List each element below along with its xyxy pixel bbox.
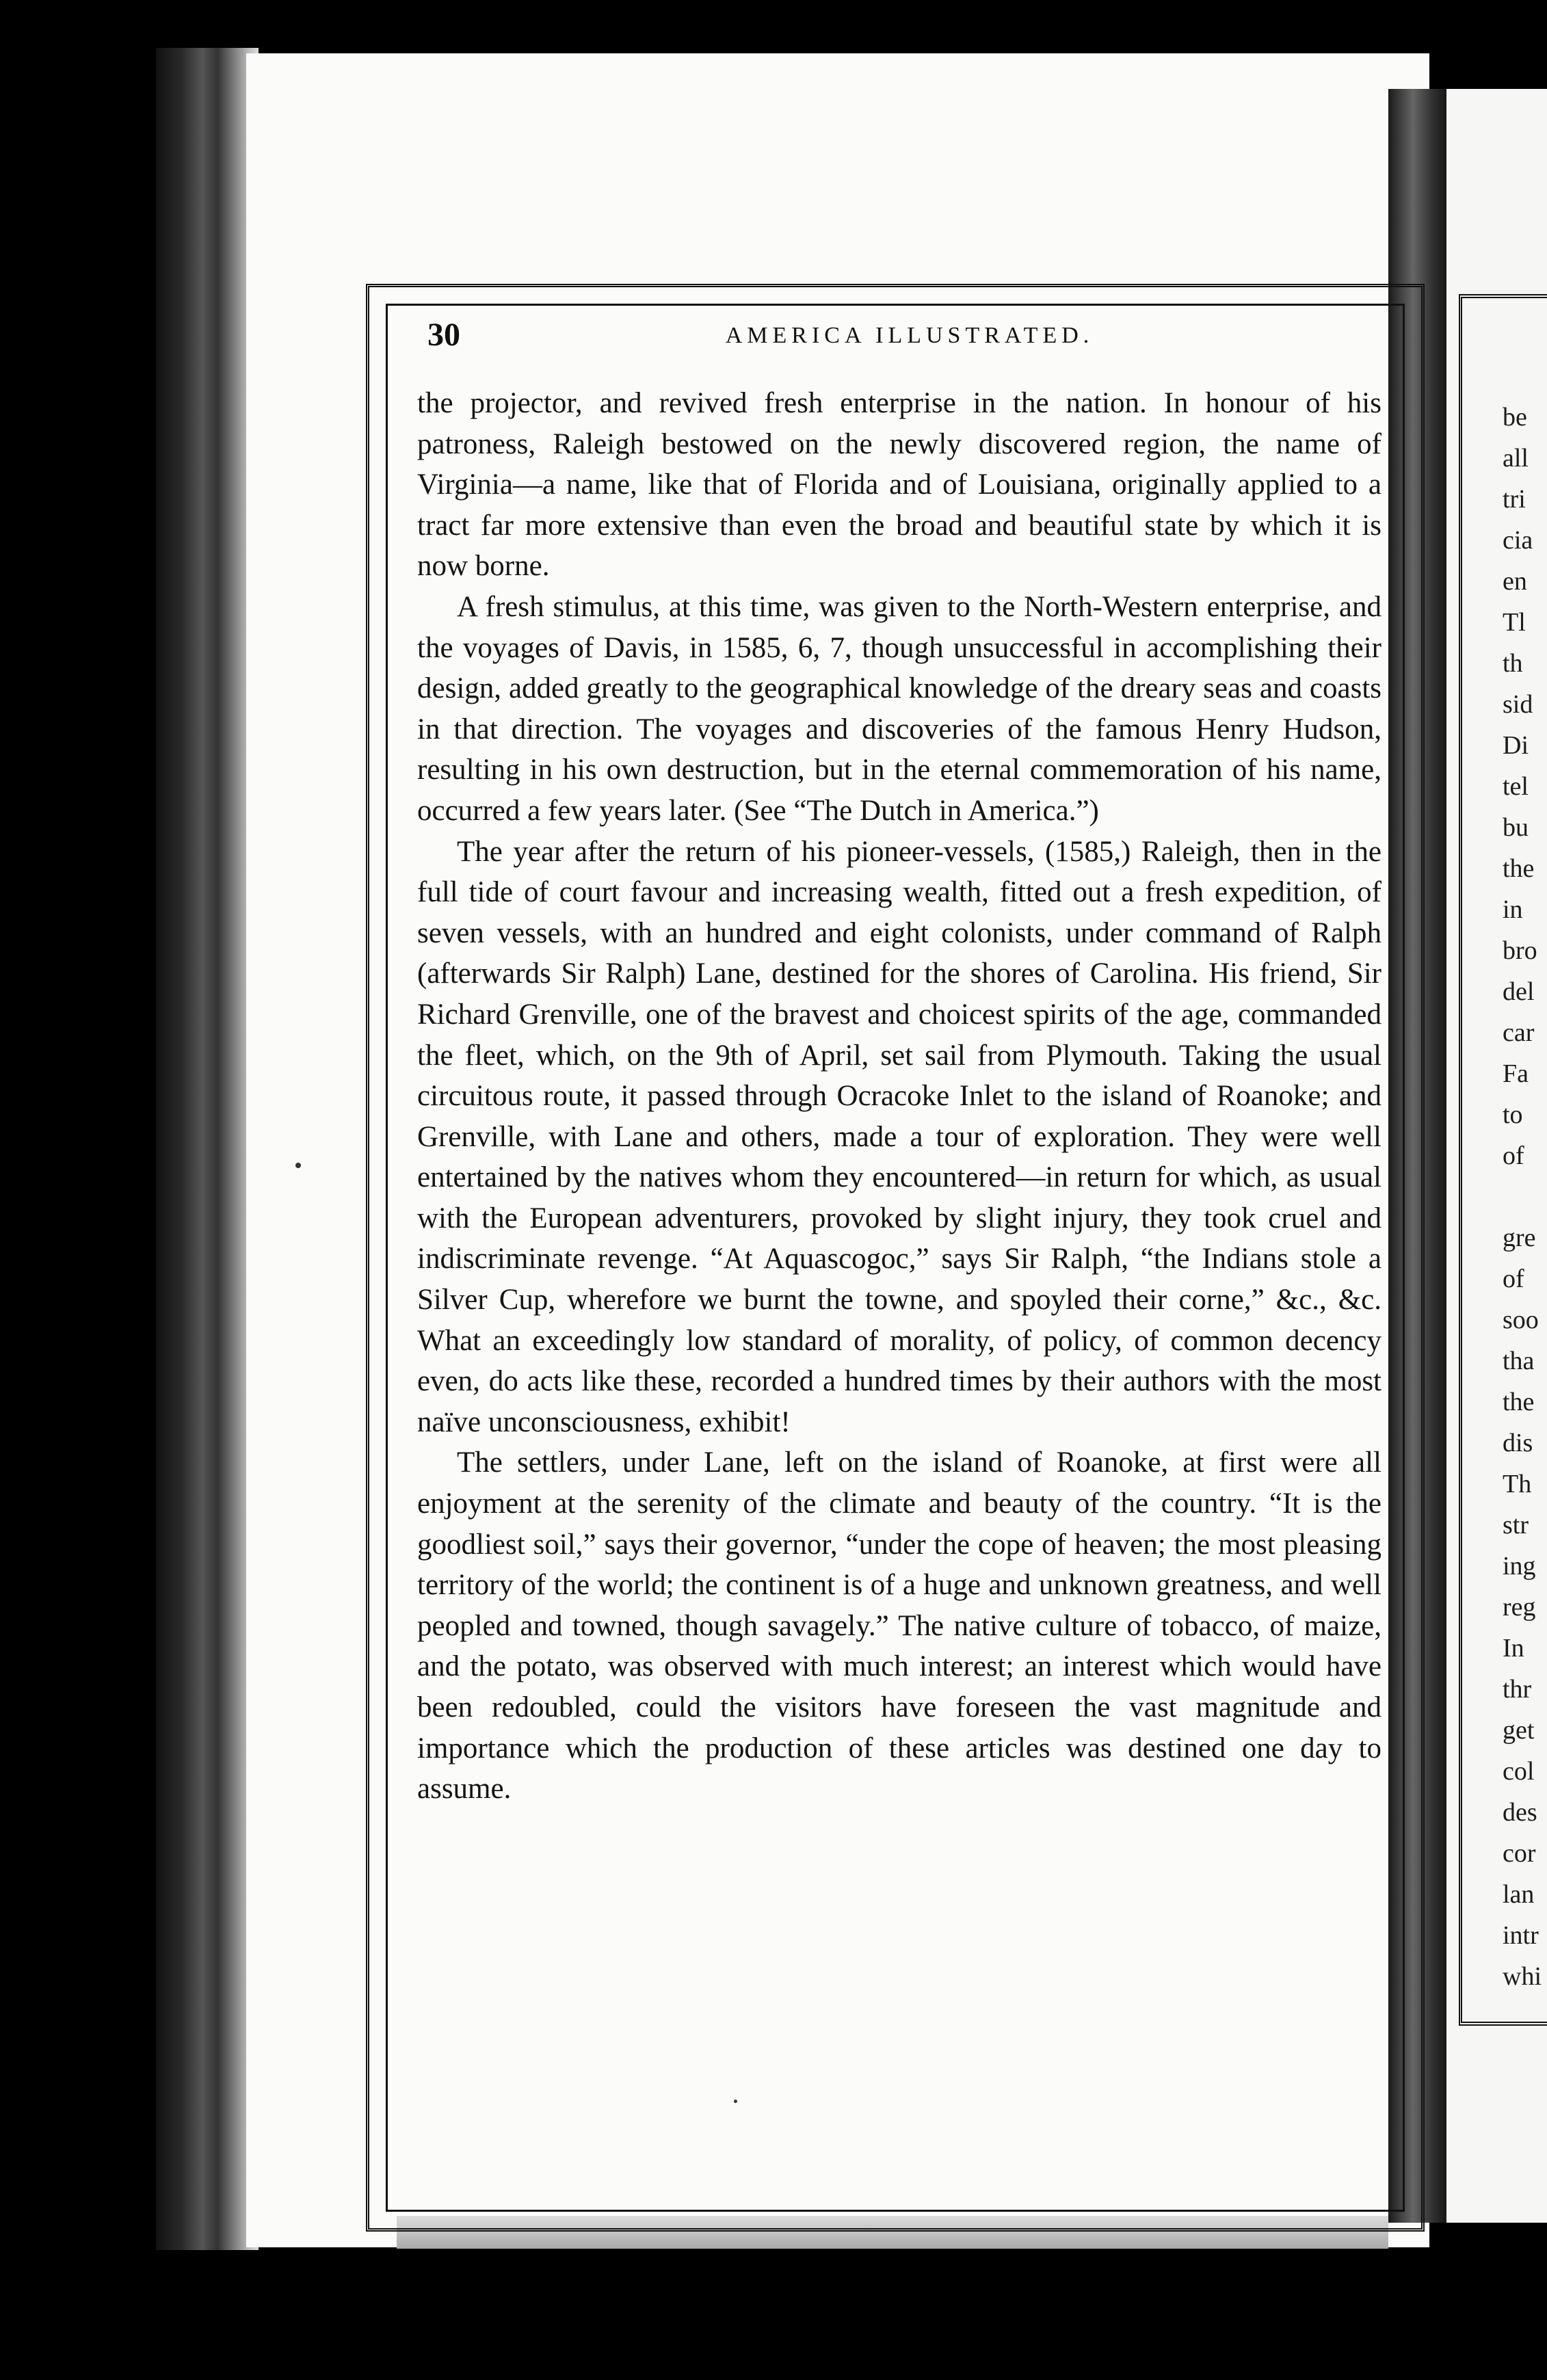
facing-page-fragment: intr [1503, 1921, 1539, 1950]
paragraph: The year after the return of his pioneer-vessels, (1585,) Raleigh, then in the full tide of court favour and increasing wealth, fitted out a fresh expedition, of seven vessels, with an hundred and eight colonists, under command of Ralph (afterwards Sir Ralph) Lane, destined for the shores of Carolina. His friend, Sir Richard Grenville, one of the bravest and choicest spirits of the age, commanded the fleet, which, on the 9th of April, set sail from Plymouth. Taking the usual circuitous route, it passed through Ocracoke Inlet to the island of Roanoke; and Grenville, with Lane and others, made a tour of exploration. They were well entertained by the natives whom they encountered—in return for which, as usual with the European adventurers, provoked by slight injury, they took cruel and indiscriminate revenge. “At Aquascogoc,” says Sir Ralph, “the Indians stole a Silver Cup, wherefore we burnt the towne, and spoyled their corne,” &c., &c. What an exceedingly low standard of morality, of policy, of common decency even, do acts like these, recorded a hundred times by their authors with the most naïve unconsciousness, exhibit! [417, 835, 1381, 1438]
facing-page-fragment: whi [1503, 1962, 1542, 1991]
facing-page-fragment: in [1503, 895, 1523, 924]
facing-page-fragment: lan [1503, 1880, 1535, 1909]
facing-page-text-fragments [1503, 397, 1542, 1997]
paragraph: the projector, and revived fresh enterprise in the nation. In honour of his patroness, Raleigh bestowed on the newly discovered region, the name of Virginia—a name, like that of Florida and of Louisiana, originally applied to a tract far more extensive than even the broad and beautiful state by which it is now borne. [417, 387, 1381, 583]
facing-page-fragment: str [1503, 1511, 1529, 1539]
facing-page-fragment: soo [1503, 1306, 1539, 1334]
facing-page-edge [1446, 89, 1547, 2223]
facing-page-fragment: bro [1503, 936, 1537, 965]
facing-page-fragment: gre [1503, 1224, 1536, 1252]
facing-page-fragment: tri [1503, 485, 1526, 514]
facing-page-fragment: of [1503, 1265, 1524, 1293]
facing-page-fragment: In [1503, 1634, 1524, 1663]
facing-page-fragment [1503, 1176, 1542, 1217]
facing-page-fragment: the [1503, 854, 1535, 883]
facing-page-fragment: of [1503, 1141, 1524, 1170]
paragraph: The settlers, under Lane, left on the island of Roanoke, at first were all enjoyment at the serenity of the climate and beauty of the country. “It is the goodliest soil,” says their governor, “under the cope of heaven; the most pleasing territory of the world; the continent is of a huge and unknown greatness, and well peopled and towned, though savagely.” The native culture of tobacco, of maize, and the potato, was observed with much interest; an interest which would have been redoubled, could the visitors have foreseen the vast magnitude and importance which the production of these articles was destined one day to assume. [417, 1446, 1381, 1806]
facing-page-fragment: be [1503, 403, 1527, 432]
facing-page-fragment: tel [1503, 772, 1529, 801]
facing-page-fragment: car [1503, 1018, 1535, 1047]
page-number: 30 [427, 317, 460, 353]
paragraph: A fresh stimulus, at this time, was given to the North-Western enterprise, and the voyages of Davis, in 1585, 6, 7, though unsuccessful in accomplishing their design, added greatly to the geographical knowledge of the dreary seas and coasts in that direction. The voyages and discoveries of the famous Henry Hudson, resulting in his own destruction, but in the eternal commemoration of his name, occurred a few years later. (See “The Dutch in America.”) [417, 590, 1381, 827]
facing-page-fragment: Fa [1503, 1059, 1529, 1088]
running-head: AMERICA ILLUSTRATED. [725, 323, 1094, 348]
facing-page-fragment: sid [1503, 690, 1533, 719]
facing-page-fragment: des [1503, 1798, 1537, 1827]
facing-page-fragment: col [1503, 1757, 1535, 1786]
page-header [427, 316, 1392, 364]
facing-page-fragment: get [1503, 1716, 1535, 1745]
facing-page-fragment: the [1503, 1388, 1535, 1416]
facing-page-fragment: del [1503, 977, 1535, 1006]
book-spine-edge [156, 48, 259, 2250]
facing-page-fragment: ing [1503, 1552, 1536, 1581]
facing-page-fragment: Di [1503, 731, 1529, 760]
facing-page-fragment: cia [1503, 526, 1533, 555]
facing-page-fragment: all [1503, 444, 1529, 473]
paper-speck [734, 2100, 737, 2103]
body-text [417, 383, 1381, 1810]
facing-page-fragment: cor [1503, 1839, 1536, 1868]
facing-page-fragment: thr [1503, 1675, 1532, 1704]
facing-page-fragment: th [1503, 649, 1523, 678]
facing-page-fragment: bu [1503, 813, 1529, 842]
paper-speck [295, 1163, 301, 1168]
facing-page-fragment: dis [1503, 1429, 1533, 1457]
facing-page-fragment: Tl [1503, 608, 1526, 637]
facing-page-fragment: tha [1503, 1347, 1535, 1375]
facing-page-fragment: reg [1503, 1593, 1536, 1622]
facing-page-fragment: to [1503, 1100, 1523, 1129]
facing-page-fragment: Th [1503, 1470, 1532, 1498]
facing-page-fragment: en [1503, 567, 1527, 596]
